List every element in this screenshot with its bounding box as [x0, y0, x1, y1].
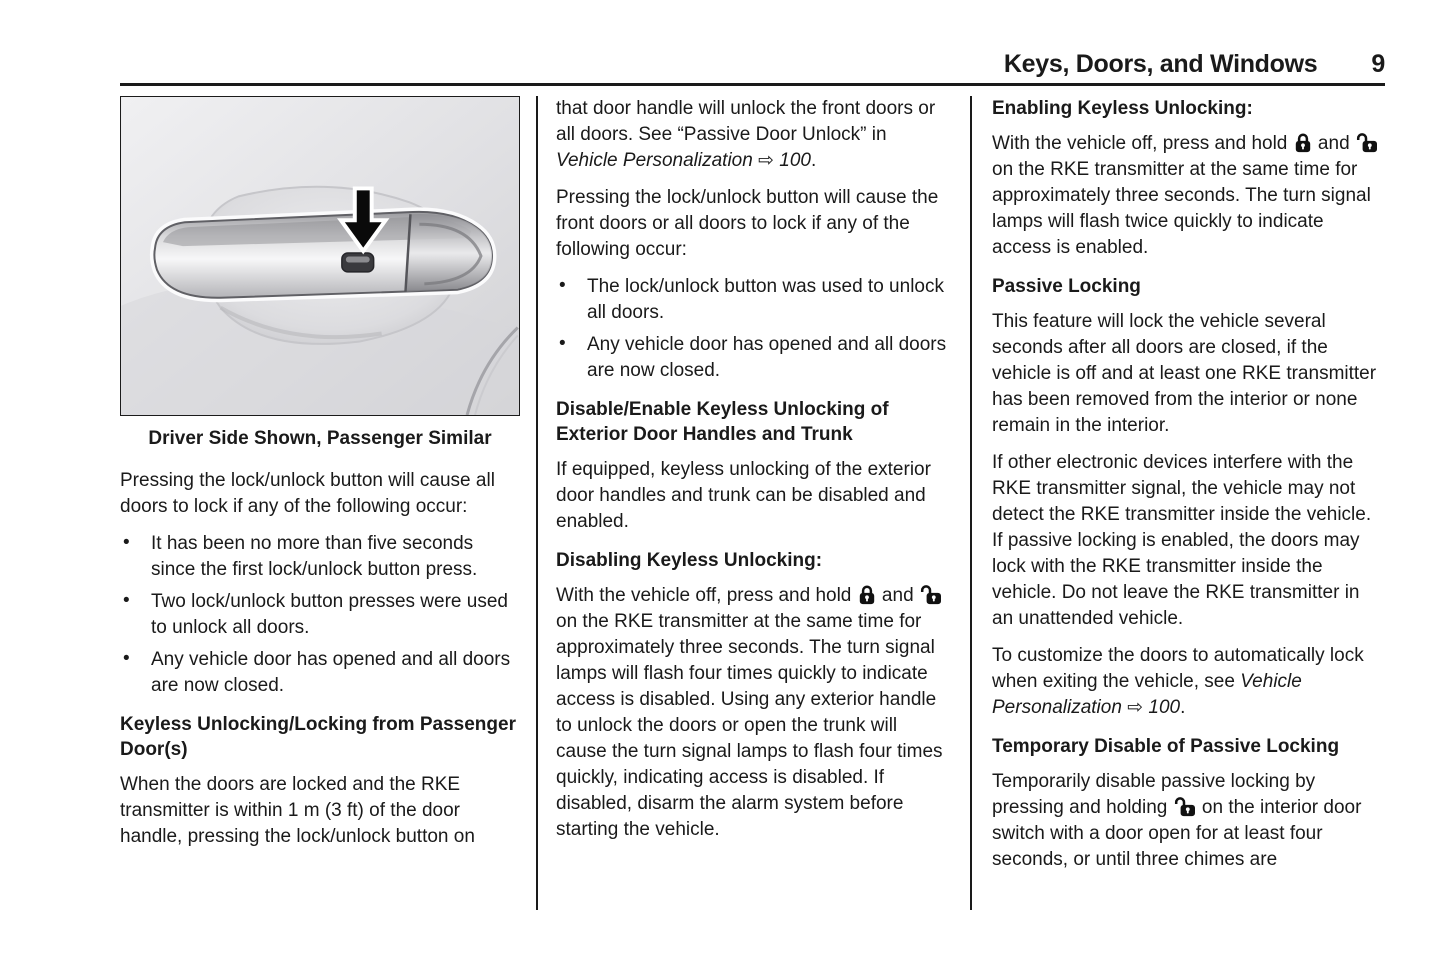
- bullet-icon: •: [123, 590, 130, 611]
- page-number: 9: [1371, 50, 1385, 78]
- paragraph-text: With the vehicle off, press and hold: [556, 585, 857, 606]
- section-heading: Passive Locking: [992, 276, 1141, 297]
- unlock-icon: [919, 584, 943, 605]
- paragraph: Pressing the lock/unlock button will cause all doors to lock if any of the following occur:: [120, 470, 495, 517]
- paragraph: [556, 583, 950, 843]
- paragraph: If equipped, keyless unlocking of the exterior door handles and trunk can be disabled and enabled.: [556, 459, 931, 532]
- cross-reference: Vehicle Personalization ⇨ 100: [992, 671, 1302, 718]
- list-item-text: Two lock/unlock button presses were used to unlock all doors.: [151, 591, 508, 638]
- paragraph-text: .: [810, 150, 817, 171]
- door-handle-figure: [120, 96, 520, 416]
- section-heading: Disable/Enable Keyless Unlocking of Exterior Door Handles and Trunk: [556, 399, 889, 445]
- paragraph-text: and: [876, 585, 919, 606]
- paragraph-text: To customize the doors to automatically lock when exiting the vehicle, see: [992, 645, 1364, 692]
- lock-icon: [857, 584, 877, 605]
- door-handle: [154, 212, 492, 298]
- lock-unlock-button: [342, 253, 374, 272]
- column-right: [992, 96, 1385, 910]
- paragraph: When the doors are locked and the RKE transmitter is within 1 m (3 ft) of the door handle, pressing the lock/unlock button on: [120, 774, 475, 847]
- list-item: [556, 274, 950, 326]
- section-heading: Keyless Unlocking/Locking from Passenger Door(s): [120, 714, 516, 760]
- cross-reference: Vehicle Personalization ⇨ 100: [556, 150, 811, 171]
- column-divider: [536, 96, 538, 910]
- column-middle: [556, 96, 950, 910]
- section-heading: Disabling Keyless Unlocking:: [556, 550, 823, 571]
- paragraph-text: and: [1312, 133, 1355, 154]
- paragraph: [992, 131, 1385, 261]
- bullet-list: [556, 274, 950, 384]
- bullet-icon: •: [559, 275, 566, 296]
- paragraph-text: on the RKE transmitter at the same time for approximately three seconds. The turn signal lamps will flash four times quickly to indicate access is disabled. Using any exterior handle to unlock the doors or open the trunk will cause the turn signal lamps to flash four times quickly, indicating access is disabled. If disabled, disarm the alarm system before starting the vehicle.: [556, 611, 943, 840]
- list-item: [120, 647, 520, 699]
- bullet-icon: •: [559, 333, 566, 354]
- paragraph-text: .: [1180, 697, 1186, 718]
- list-item: [120, 531, 520, 583]
- list-item-text: It has been no more than five seconds since the first lock/unlock button press.: [151, 533, 478, 580]
- paragraph: This feature will lock the vehicle several seconds after all doors are closed, if the vehicle is off and at least one RKE transmitter has been removed from the interior or none remain in the interior.: [992, 311, 1377, 436]
- paragraph: [556, 96, 950, 174]
- section-heading: Temporary Disable of Passive Locking: [992, 736, 1340, 757]
- bullet-list: [120, 531, 520, 699]
- paragraph-text: that door handle will unlock the front doors or all doors. See “Passive Door Unlock” in: [556, 98, 936, 145]
- unlock-icon: [1173, 796, 1197, 817]
- paragraph-text: on the RKE transmitter at the same time for approximately three seconds. The turn signal lamps will flash twice quickly to indicate access is enabled.: [992, 159, 1371, 258]
- column-left: [120, 96, 520, 910]
- figure-image: [121, 97, 519, 415]
- column-divider: [970, 96, 972, 910]
- bullet-icon: •: [123, 648, 130, 669]
- header-rule: [120, 83, 1385, 86]
- paragraph: Pressing the lock/unlock button will cause the front doors or all doors to lock if any of the following occur:: [556, 187, 939, 260]
- section-heading: Enabling Keyless Unlocking:: [992, 98, 1253, 119]
- page-header: [120, 0, 1385, 79]
- list-item-text: Any vehicle door has opened and all doors are now closed.: [587, 334, 947, 381]
- paragraph-text: Temporarily disable passive locking by pressing and holding: [992, 771, 1316, 818]
- list-item: [120, 589, 520, 641]
- lock-icon: [1293, 132, 1313, 153]
- list-item-text: Any vehicle door has opened and all doors are now closed.: [151, 649, 511, 696]
- list-item: [556, 332, 950, 384]
- unlock-icon: [1355, 132, 1379, 153]
- content-columns: [120, 96, 1385, 910]
- list-item-text: The lock/unlock button was used to unlock all doors.: [587, 276, 944, 323]
- paragraph: [992, 643, 1385, 721]
- bullet-icon: •: [123, 532, 130, 553]
- paragraph: If other electronic devices interfere with the RKE transmitter signal, the vehicle may not detect the RKE transmitter inside the vehicle. If passive locking is enabled, the doors may lock with the RKE transmitter inside the vehicle. Do not leave the RKE transmitter in an unattended vehicle.: [992, 452, 1372, 629]
- page-title: Keys, Doors, and Windows: [1003, 50, 1318, 78]
- figure-caption: Driver Side Shown, Passenger Similar: [148, 428, 492, 449]
- paragraph-text: With the vehicle off, press and hold: [992, 133, 1293, 154]
- paragraph-text: on the interior door switch with a door open for at least four seconds, or until three chimes are: [992, 797, 1362, 870]
- paragraph: [992, 769, 1385, 873]
